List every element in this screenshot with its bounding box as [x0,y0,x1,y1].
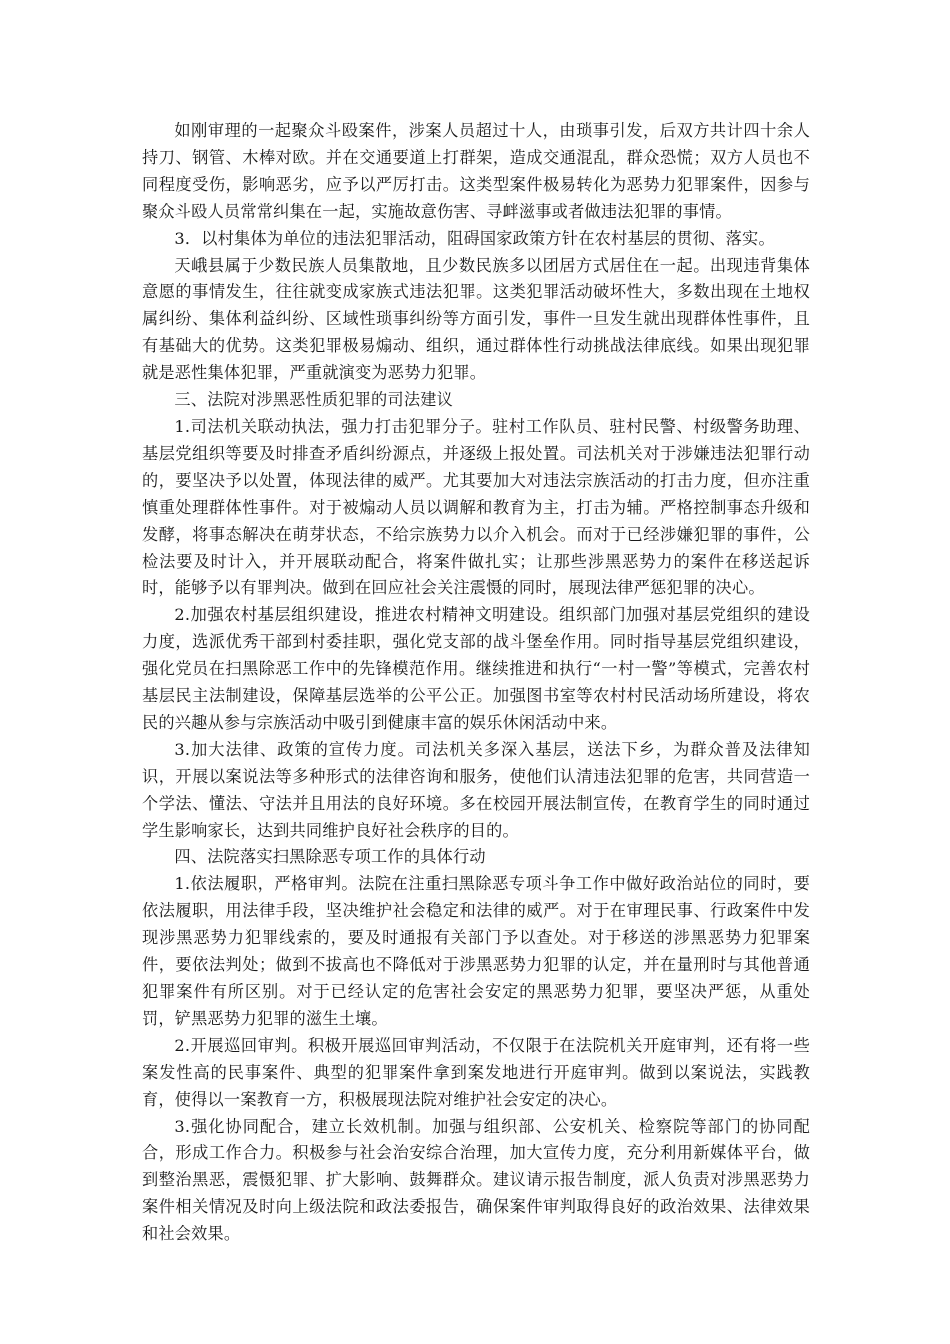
section-heading-judicial-suggestions: 三、法院对涉黑恶性质犯罪的司法建议 [174,390,453,410]
paragraph-village-crime-heading: 3．以村集体为单位的违法犯罪活动，阻碍国家政策方针在农村基层的贯彻、落实。 [174,228,775,248]
paragraph-legal-publicity: 3.加大法律、政策的宣传力度。司法机关多深入基层，送法下乡，为群众普及法律知识，开展以案说法等多种形式的法律咨询和服务，使他们认清违法犯罪的危害，共同营造一个学法、懂法、守法并且用法的良好环境。多在校园开展法制宣传，在教育学生的同时通过学生影响家长，达到共同维护良好社会秩序的目的。 [142,739,810,840]
paragraph-tiane-county: 天峨县属于少数民族人员集散地，且少数民族多以团居方式居住在一起。出现违背集体意愿的事情发生，往往就变成家族式违法犯罪。这类犯罪活动破坏性大，多数出现在土地权属纠纷、集体利益纠纷、区域性琐事纠纷等方面引发，事件一旦发生就出现群体性事件，且有基础大的优势。这类犯罪极易煽动、组织，通过群体性行动挑战法律底线。如果出现犯罪就是恶性集体犯罪，严重就演变为恶势力犯罪。 [142,255,810,383]
paragraph-joint-enforcement: 1.司法机关联动执法，强力打击犯罪分子。驻村工作队员、驻村民警、村级警务助理、基层党组织等要及时排查矛盾纠纷源点，并逐级上报处置。司法机关对于涉嫌违法犯罪行动的，要坚决予以处置，体现法律的威严。尤其要加大对违法宗族活动的打击力度，但亦注重慎重处理群体性事件。对于被煽动人员以调解和教育为主，打击为辅。严格控制事态升级和发酵，将事态解决在萌芽状态，不给宗族势力以介入机会。而对于已经涉嫌犯罪的事件，公检法要及时计入，并开展联动配合，将案件做扎实；让那些涉黑恶势力的案件在移送起诉时，能够予以有罪判决。做到在回应社会关注震慑的同时，展现法律严惩犯罪的决心。 [142,416,810,598]
paragraph-coordination: 3.强化协同配合，建立长效机制。加强与组织部、公安机关、检察院等部门的协同配合，形成工作合力。积极参与社会治安综合治理，加大宣传力度，充分利用新媒体平台，做到整治黑恶，震慑犯罪、扩大影响、鼓舞群众。建议请示报告制度，派人负责对涉黑恶势力案件相关情况及时向上级法院和政法委报告，确保案件审判取得良好的政治效果、法律效果和社会效果。 [142,1116,810,1244]
paragraph-grassroots-organization: 2.加强农村基层组织建设，推进农村精神文明建设。组织部门加强对基层党组织的建设力度，选派优秀干部到村委挂职，强化党支部的战斗堡垒作用。同时指导基层党组织建设，强化党员在扫黑除恶工作中的先锋模范作用。继续推进和执行“一村一警”等模式，完善农村基层民主法制建设，保障基层选举的公平公正。加强图书室等农村村民活动场所建设，将农民的兴趣从参与宗族活动中吸引到健康丰富的娱乐休闲活动中来。 [142,605,810,732]
paragraph-strict-trial: 1.依法履职，严格审判。法院在注重扫黑除恶专项斗争工作中做好政治站位的同时，要依法履职，用法律手段，坚决维护社会稳定和法律的威严。对于在审理民事、行政案件中发现涉黑恶势力犯罪线索的，要及时通报有关部门予以查处。对于移送的涉黑恶势力犯罪案件，要依法判处；做到不拔高也不降低对于涉黑恶势力犯罪的认定，并在量刑时与其他普通犯罪案件有所区别。对于已经认定的危害社会安定的黑恶势力犯罪，要坚决严惩，从重处罚，铲黑恶势力犯罪的滋生土壤。 [142,874,810,1028]
paragraph-brawl-case: 如刚审理的一起聚众斗殴案件，涉案人员超过十人，由琐事引发，后双方共计四十余人持刀、钢管、木棒对欧。并在交通要道上打群架，造成交通混乱，群众恐慌；双方人员也不同程度受伤，影响恶劣，应予以严厉打击。这类型案件极易转化为恶势力犯罪案件，因参与聚众斗殴人员常常纠集在一起，实施故意伤害、寻衅滋事或者做违法犯罪的事情。 [142,121,810,221]
paragraph-circuit-trial: 2.开展巡回审判。积极开展巡回审判活动，不仅限于在法院机关开庭审判，还有将一些案发性高的民事案件、典型的犯罪案件拿到案发地进行开庭审判。做到以案说法，实践教育，使得以一案教育一方，积极展现法院对维护社会安定的决心。 [142,1035,810,1109]
section-heading-specific-actions: 四、法院落实扫黑除恶专项工作的具体行动 [174,847,486,867]
document-body [142,118,810,1248]
